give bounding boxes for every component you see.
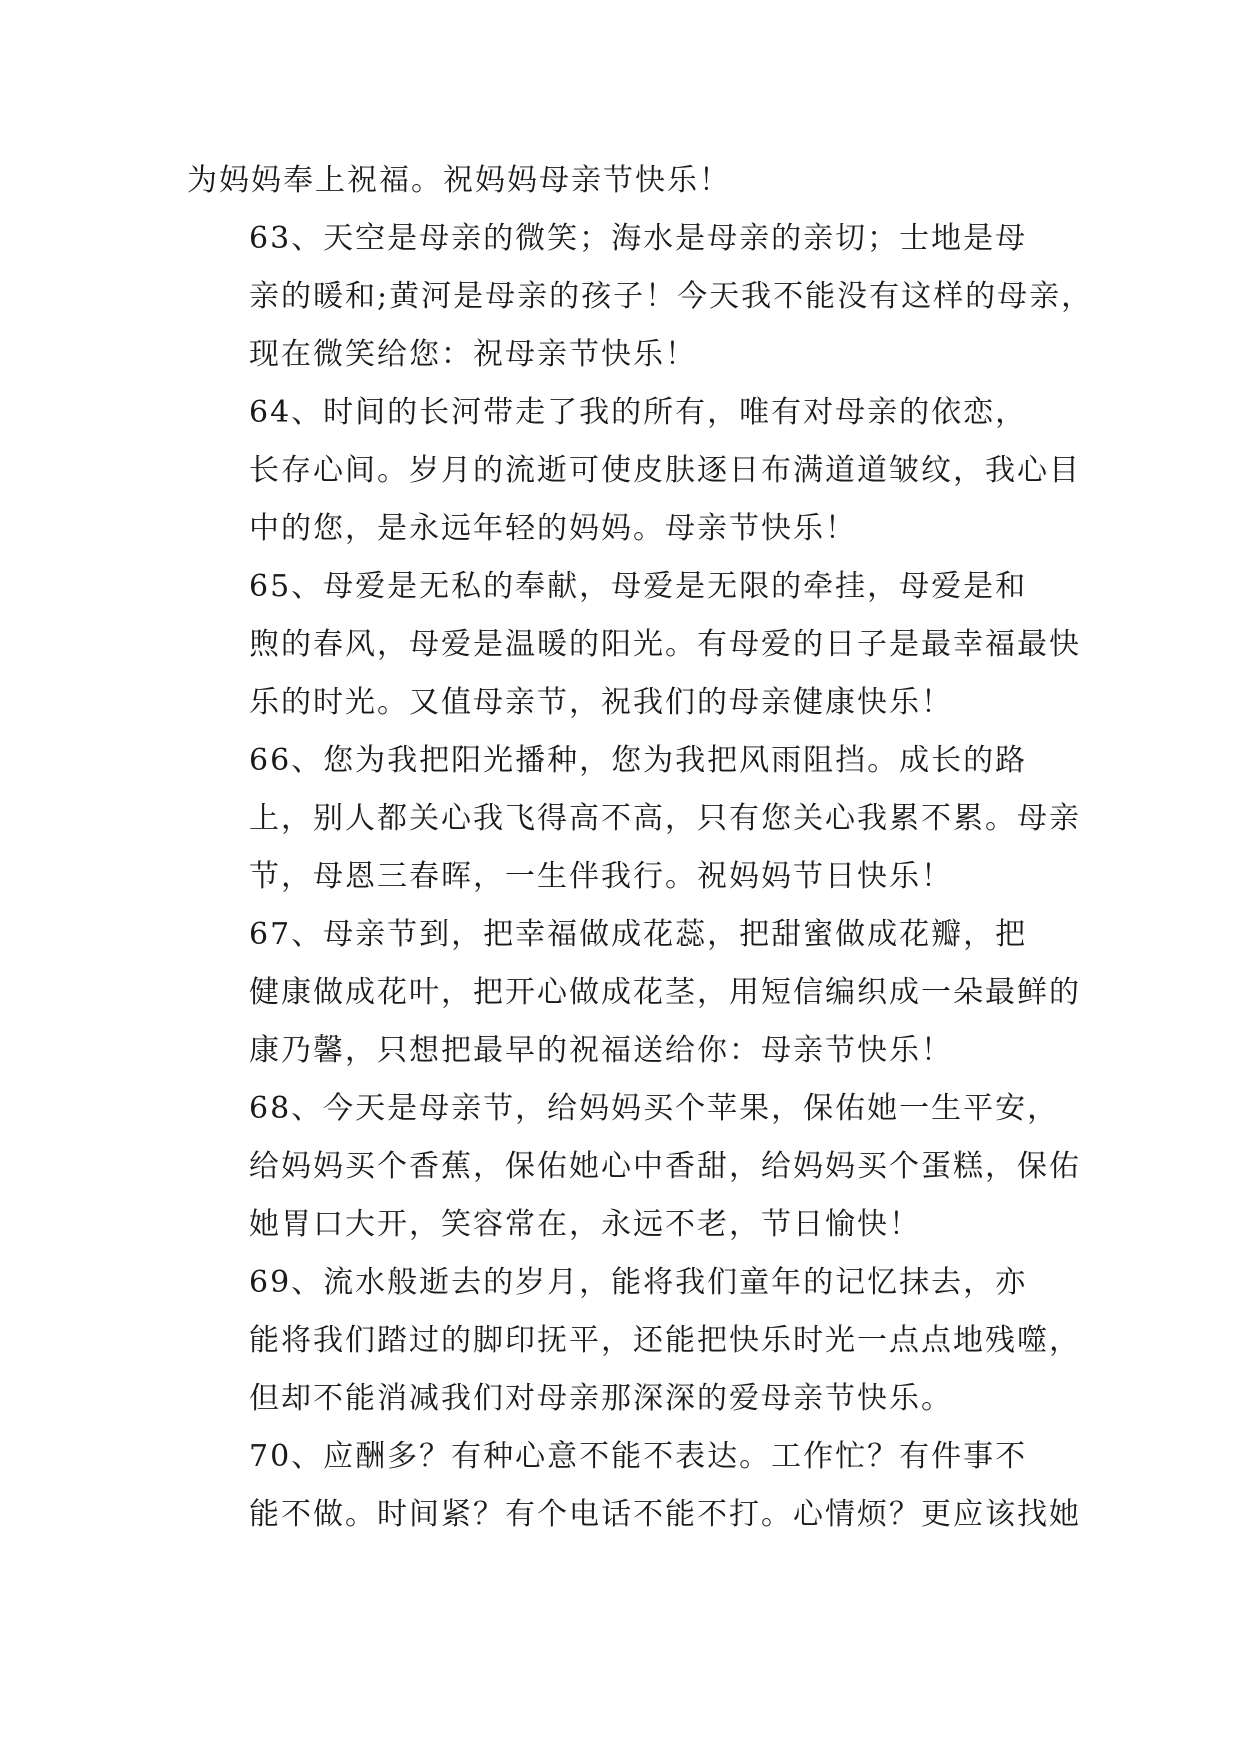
- text-line: 她胃口大开，笑容常在，永远不老，节日愉快！: [249, 1207, 921, 1242]
- paragraph: [187, 210, 1094, 384]
- text-line: 68、今天是母亲节，给妈妈买个苹果，保佑她一生平安，: [249, 1091, 1060, 1126]
- paragraph: [187, 1254, 1081, 1428]
- paragraph: [187, 558, 1081, 732]
- text-line: 中的您，是永远年轻的妈妈。母亲节快乐！: [249, 511, 857, 546]
- text-line: 能不做。时间紧？有个电话不能不打。心情烦？更应该找她: [249, 1497, 1081, 1532]
- paragraph: [187, 152, 1077, 210]
- text-line: 康乃馨，只想把最早的祝福送给你：母亲节快乐！: [249, 1033, 953, 1068]
- text-line: 健康做成花叶，把开心做成花茎，用短信编织成一朵最鲜的: [249, 975, 1081, 1010]
- text-line: 长存心间。岁月的流逝可使皮肤逐日布满道道皱纹，我心目: [249, 453, 1081, 488]
- text-line: 66、您为我把阳光播种，您为我把风雨阻挡。成长的路: [249, 743, 1028, 778]
- paragraph: [187, 1428, 1081, 1544]
- paragraph: [187, 1080, 1081, 1254]
- text-line: 能将我们踏过的脚印抚平，还能把快乐时光一点点地残噬，: [249, 1323, 1081, 1358]
- paragraph: [187, 732, 1081, 906]
- paragraph: [187, 384, 1081, 558]
- text-line: 65、母爱是无私的奉献，母爱是无限的牵挂，母爱是和: [249, 569, 1028, 604]
- paragraph: [187, 906, 1081, 1080]
- text-line: 上，别人都关心我飞得高不高，只有您关心我累不累。母亲: [249, 801, 1081, 836]
- document-body: [187, 152, 1094, 1544]
- text-line: 现在微笑给您：祝母亲节快乐！: [249, 337, 697, 372]
- text-line: 乐的时光。又值母亲节，祝我们的母亲健康快乐！: [249, 685, 953, 720]
- text-line: 给妈妈买个香蕉，保佑她心中香甜，给妈妈买个蛋糕，保佑: [249, 1149, 1081, 1184]
- text-line: 67、母亲节到，把幸福做成花蕊，把甜蜜做成花瓣，把: [249, 917, 1028, 952]
- text-line: 69、流水般逝去的岁月，能将我们童年的记忆抹去，亦: [249, 1265, 1028, 1300]
- text-line: 但却不能消减我们对母亲那深深的爱母亲节快乐。: [249, 1381, 953, 1416]
- text-line: 煦的春风，母爱是温暖的阳光。有母爱的日子是最幸福最快: [249, 627, 1081, 662]
- text-line: 为妈妈奉上祝福。祝妈妈母亲节快乐！: [187, 163, 731, 198]
- text-line: 亲的暖和;黄河是母亲的孩子！今天我不能没有这样的母亲，: [249, 279, 1094, 314]
- text-line: 节，母恩三春晖，一生伴我行。祝妈妈节日快乐！: [249, 859, 953, 894]
- text-line: 64、时间的长河带走了我的所有，唯有对母亲的依恋，: [249, 395, 1028, 430]
- text-line: 70、应酬多？有种心意不能不表达。工作忙？有件事不: [249, 1439, 1028, 1474]
- text-line: 63、天空是母亲的微笑；海水是母亲的亲切；士地是母: [249, 221, 1028, 256]
